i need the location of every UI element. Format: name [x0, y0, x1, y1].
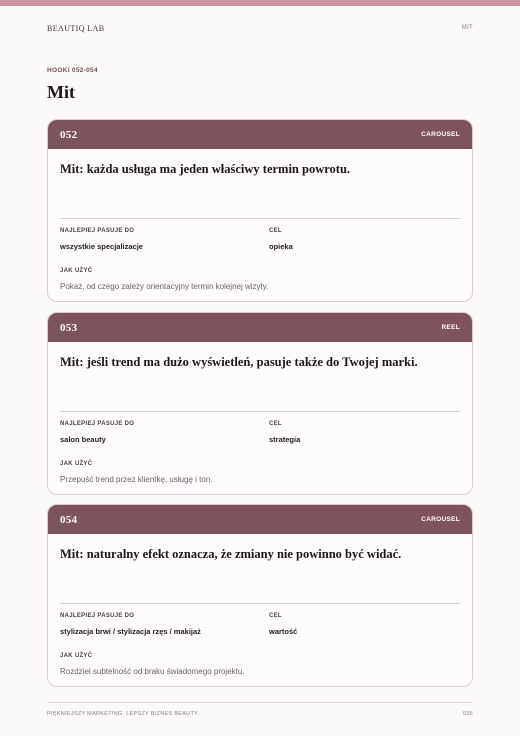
card-format-badge: CAROUSEL	[421, 131, 460, 138]
how-to-label: JAK UŻYĆ	[60, 461, 93, 467]
card-quote: Mit: każda usługa ma jeden właściwy termin powrotu.	[60, 162, 351, 176]
page-title: Mit	[47, 82, 75, 102]
card-divider	[60, 411, 460, 412]
top-accent-bar	[0, 0, 520, 6]
hook-card-053	[47, 312, 473, 495]
goal-label: CEL	[269, 421, 282, 427]
goal-value: strategia	[269, 435, 301, 444]
footer-tagline: PIĘKNIEJSZY MARKETING. LEPSZY BIZNES BEAUTY.	[47, 711, 200, 717]
how-to-label: JAK UŻYĆ	[60, 268, 93, 274]
brand-name: BEAUTIQ LAB	[47, 23, 105, 33]
goal-value: wartość	[269, 627, 298, 636]
how-to-text: Rozdziel subtelność od braku świadomego projektu.	[60, 667, 245, 676]
best-fit-value: wszystkie specjalizacje	[60, 242, 143, 251]
card-number: 052	[60, 128, 78, 141]
hook-card-054	[47, 504, 473, 687]
footer-divider	[47, 702, 473, 703]
card-number: 054	[60, 513, 78, 526]
card-divider	[60, 603, 460, 604]
card-format-badge: REEL	[441, 324, 460, 331]
hook-card-052	[47, 119, 473, 302]
card-header	[48, 120, 472, 149]
best-fit-label: NAJLEPIEJ PASUJE DO	[60, 228, 135, 234]
goal-label: CEL	[269, 228, 282, 234]
best-fit-label: NAJLEPIEJ PASUJE DO	[60, 421, 135, 427]
card-format-badge: CAROUSEL	[421, 516, 460, 523]
best-fit-value: stylizacja brwi / stylizacja rzęs / makijaż	[60, 627, 201, 636]
best-fit-value: salon beauty	[60, 435, 106, 444]
page-header	[47, 22, 473, 34]
section-tag: MIT	[461, 25, 473, 31]
card-number: 053	[60, 321, 78, 334]
goal-value: opieka	[269, 242, 293, 251]
card-header	[48, 505, 472, 534]
card-divider	[60, 218, 460, 219]
hook-range-label: HOOKI 052-054	[47, 67, 98, 74]
how-to-label: JAK UŻYĆ	[60, 653, 93, 659]
card-header	[48, 313, 472, 342]
page-number: 035	[462, 711, 473, 717]
card-quote: Mit: jeśli trend ma dużo wyświetleń, pasuje także do Twojej marki.	[60, 355, 418, 369]
how-to-text: Pokaż, od czego zależy orientacyjny termin kolejnej wizyty.	[60, 282, 269, 291]
best-fit-label: NAJLEPIEJ PASUJE DO	[60, 613, 135, 619]
how-to-text: Przepuść trend przez klientkę, usługę i ton.	[60, 475, 213, 484]
card-quote: Mit: naturalny efekt oznacza, że zmiany nie powinno być widać.	[60, 547, 402, 561]
page-footer	[47, 711, 473, 717]
goal-label: CEL	[269, 613, 282, 619]
